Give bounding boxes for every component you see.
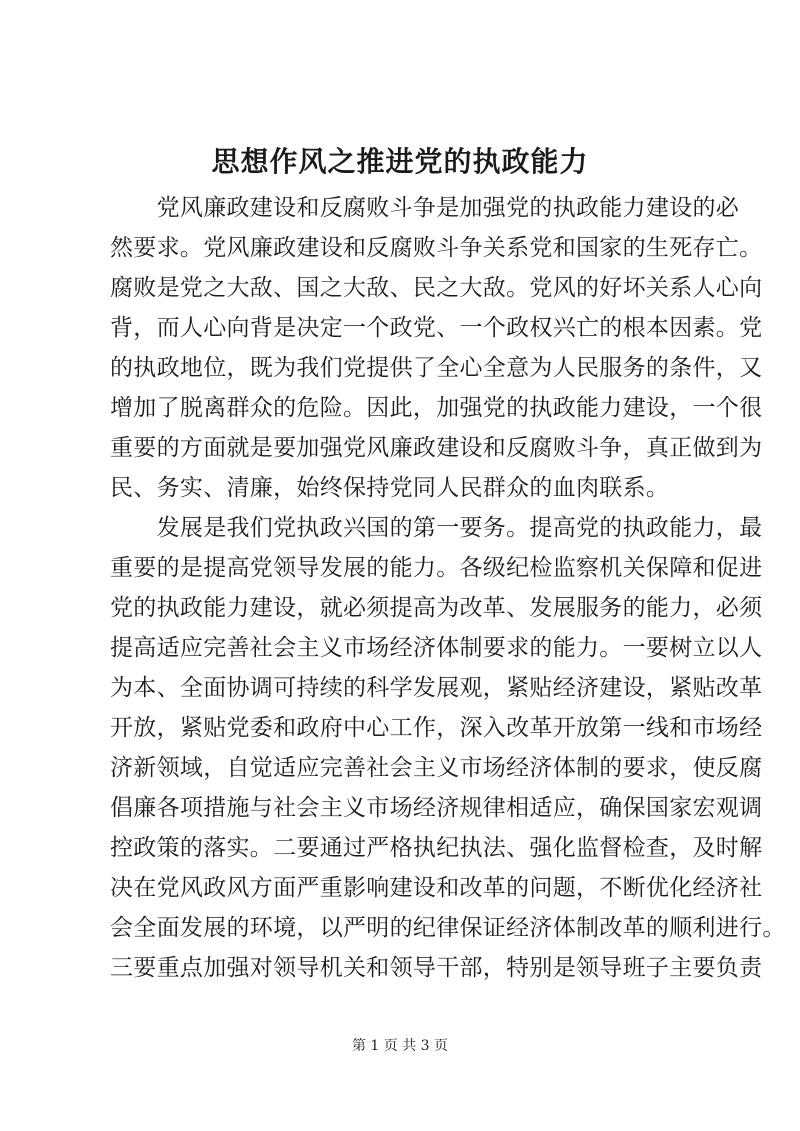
text-line: 腐败是党之大敌、国之大敌、民之大敌。党风的好坏关系人心向 — [110, 275, 763, 301]
text-line: 为本、全面协调可持续的科学发展观，紧贴经济建设，紧贴改革 — [110, 675, 763, 701]
text-line: 党的执政能力建设，就必须提高为改革、发展服务的能力，必须 — [110, 595, 763, 621]
text-line: 然要求。党风廉政建设和反腐败斗争关系党和国家的生死存亡。 — [110, 235, 763, 261]
text-line: 济新领域，自觉适应完善社会主义市场经济体制的要求，使反腐 — [110, 755, 763, 781]
text-line: 的执政地位，既为我们党提供了全心全意为人民服务的条件，又 — [110, 355, 763, 381]
text-line: 增加了脱离群众的危险。因此，加强党的执政能力建设，一个很 — [110, 395, 763, 421]
text-line: 党风廉政建设和反腐败斗争是加强党的执政能力建设的必 — [110, 195, 740, 221]
text-line: 三要重点加强对领导机关和领导干部，特别是领导班子主要负责 — [110, 955, 763, 981]
text-line: 开放，紧贴党委和政府中心工作，深入改革开放第一线和市场经 — [110, 715, 763, 741]
page-footer: 第 1 页 共 3 页 — [351, 1038, 449, 1054]
text-line: 发展是我们党执政兴国的第一要务。提高党的执政能力，最 — [110, 515, 763, 541]
text-line: 提高适应完善社会主义市场经济体制要求的能力。一要树立以人 — [110, 635, 763, 661]
text-line: 重要的是提高党领导发展的能力。各级纪检监察机关保障和促进 — [110, 555, 763, 581]
text-line: 控政策的落实。二要通过严格执纪执法、强化监督检查，及时解 — [110, 835, 763, 861]
text-line: 决在党风政风方面严重影响建设和改革的问题，不断优化经济社 — [110, 875, 763, 901]
text-line: 会全面发展的环境，以严明的纪律保证经济体制改革的顺利进行。 — [110, 915, 786, 941]
page-title: 思想作风之推进党的执政能力 — [211, 145, 589, 178]
text-line: 民、务实、清廉，始终保持党同人民群众的血肉联系。 — [110, 475, 670, 501]
text-line: 背，而人心向背是决定一个政党、一个政权兴亡的根本因素。党 — [110, 315, 763, 341]
text-line: 倡廉各项措施与社会主义市场经济规律相适应，确保国家宏观调 — [110, 795, 763, 821]
text-line: 重要的方面就是要加强党风廉政建设和反腐败斗争，真正做到为 — [110, 435, 763, 461]
